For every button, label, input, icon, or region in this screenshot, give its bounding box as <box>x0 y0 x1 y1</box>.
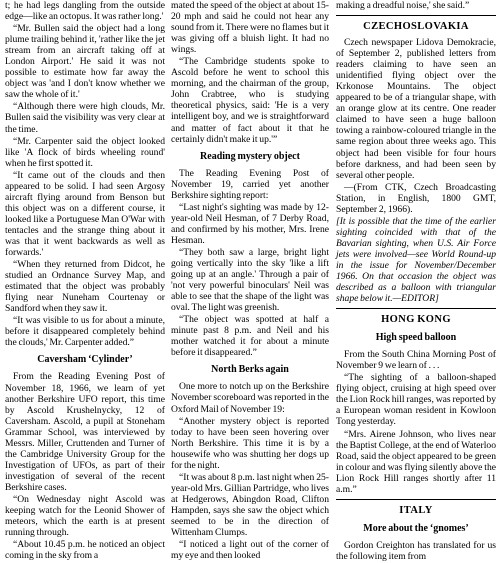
paragraph: “It was visible to us for about a minute, before it disappeared completely behind the clouds,' Mr. Carpenter added.” <box>5 315 165 349</box>
paragraph: “Mr. Bullen said the object had a long plume trailing behind it, 'rather like the jet stream from an aircraft taking off at London Airport.' He said it was not possible to estimate how far away the object was 'and I don't know whether we saw the whole of it.' <box>5 23 165 101</box>
paragraph: making a dreadful noise,' she said.” <box>336 0 470 11</box>
paragraph: “When they returned from Didcot, he studied an Ordnance Survey Map, and estimated that the object was probably flying near Nuneham Courtenay or Sandford when they saw it. <box>5 259 165 315</box>
divider <box>336 308 496 309</box>
paragraph: “On Wednesday night Ascold was keeping watch for the Leonid Shower of meteors, which the earth is at present running through. <box>5 493 165 539</box>
paragraph: mated the speed of the object at about 15-20 mph and said he could not hear any sound from it. There were no flames but it was giving off a bluish light. It had no wings. <box>171 0 329 56</box>
article-heading: More about the ‘gnomes’ <box>363 522 469 534</box>
paragraph: One more to notch up on the Berkshire November scoreboard was reported in the Oxford Mail of November 19: <box>171 381 329 415</box>
paragraph: “I noticed a light out of the corner of my eye and then looked <box>171 539 329 562</box>
paragraph: “The Cambridge students spoke to Ascold before he went to school this morning, and the chairman of the group, John Crabtree, who is studying theoretical physics, said: 'He is a very intelligent boy, and we is straightforward and matter of fact about it that he certainly didn't make it up.'” <box>171 56 329 145</box>
paragraph: Gordon Creighton has translated for us the following item from <box>336 539 496 562</box>
paragraph: “Although there were high clouds, Mr. Bullen said the visibility was very clear at the time. <box>5 101 165 135</box>
article-heading: Reading mystery object <box>200 150 300 162</box>
divider <box>336 15 496 16</box>
paragraph: “They both saw a large, bright light going vertically into the sky 'like a lift going up at an angle.' Through a pair of 'not very powerful binoculars' Neil was able to see that the shape of the light was oval. The light was greenish. <box>171 246 329 314</box>
section-heading-italy: ITALY <box>399 504 433 516</box>
article-heading: Caversham ‘Cylinder’ <box>37 354 133 366</box>
article-heading: High speed balloon <box>375 332 457 344</box>
paragraph: From the South China Morning Post of November 9 we learn of . . . <box>336 349 496 372</box>
editor-note: [It is possible that the time of the earlier sighting coincided with that of the Bavarian sighting, when U.S. Air Force jets were involved—see World Round-up in the issue for November/December 1966. On that occasion the object was described as a balloon with triangular shape below it.—EDITOR] <box>336 215 496 305</box>
paragraph: “Last night's sighting was made by 12-year-old Neil Hesman, of 7 Derby Road, and confirmed by his mother, Mrs. Irene Hesman. <box>171 201 329 246</box>
paragraph: “The object was spotted at half a minute past 8 p.m. and Neil and his mother watched it for about a minute before it disappeared.” <box>171 314 329 359</box>
paragraph: t; he had legs dangling from the outside edge—like an octopus. It was rather long.' <box>5 0 165 23</box>
section-heading-hong-kong: HONG KONG <box>381 314 451 326</box>
paragraph: “Another mystery object is reported today to have been seen hovering over North Berkshire. This time it is by a housewife who was shutting her dogs up for the night. <box>171 415 329 471</box>
paragraph: “Mr. Carpenter said the object looked like 'A flock of birds wheeling round' when he first spotted it. <box>5 135 165 169</box>
paragraph: “It came out of the clouds and then appeared to be solid. I had seen Argosy aircraft flying around from Benson but this object was on a different course, it looked like a Portuguese Man O'War with tentacles and the strange thing about it was that it went backwards as well as forwards.' <box>5 169 165 259</box>
section-heading-czechoslovakia: CZECHOSLOVAKIA <box>363 21 469 33</box>
paragraph: From the Reading Evening Post of November 18, 1966, we learn of yet another Berkshire UFO report, this time by Ascold Krushelnycky, 12 of Caversham. Ascold, a pupil at Stoneham Grammar School, was interviewed by Messrs. Miller, Cruttenden and Turner of the Cambridge University Group for the Investigation of UFOs, as part of their investigation of several of the recent Berkshire cases. <box>5 371 165 493</box>
paragraph: The Reading Evening Post of November 19, carried yet another Berkshire sighting report: <box>171 167 329 201</box>
paragraph: Czech newspaper Lidova Demokracie, of September 2, published letters from readers claiming to have seen an unidentified flying object over the Krkonose Mountains. The object appeared to be of a triangular shape, with an orange glow at its centre. One reader claimed to have seen a huge balloon towing a rainbow-coloured triangle in the same region about three weeks ago. This object had been visible for four hours before darkness, and had been seen by several other people. <box>336 37 496 181</box>
paragraph: “Mrs. Airene Johnson, who lives near the Baptist College, at the end of Waterloo Road, said the object appeared to be green in colour and was flying silently above the Lion Rock Hill ranges shortly after 11 a.m.” <box>336 428 496 495</box>
paragraph: “About 10.45 p.m. he noticed an object coming in the sky from a <box>5 539 165 562</box>
paragraph: “It was about 8 p.m. last night when 25-year-old Mrs. Gillian Partridge, who lives at Hedgerows, Abingdon Road, Clifton Hampden, says she saw the object which seemed to be in the direction of Wittenham Clumps. <box>171 471 329 539</box>
column-2 <box>171 0 329 562</box>
paragraph: —(From CTK, Czech Broadcasting Station, in English, 1800 GMT, September 2, 1966). <box>336 181 496 215</box>
article-heading: North Berks again <box>211 364 289 376</box>
column-1 <box>5 0 165 562</box>
paragraph: “The sighting of a balloon-shaped flying object, cruising at high speed over the Lion Rock hill ranges, was reported by a European woman resident in Kowloon Tong yesterday. <box>336 372 496 428</box>
column-3 <box>336 0 496 563</box>
